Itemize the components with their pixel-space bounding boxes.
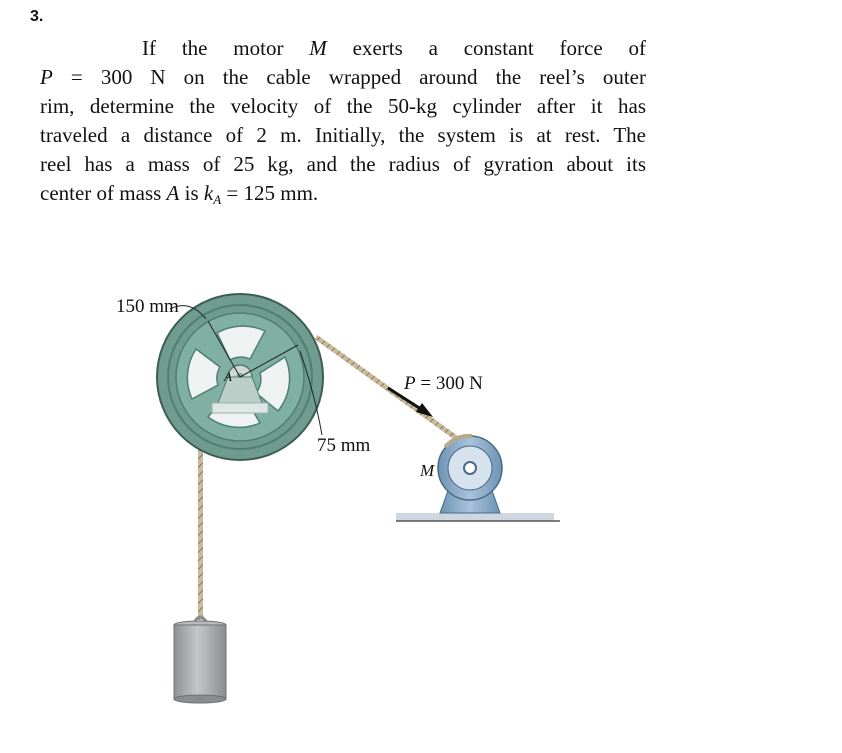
statement-text: center of mass bbox=[40, 181, 167, 205]
force-label-value: = 300 N bbox=[415, 373, 483, 394]
force-symbol: P bbox=[40, 65, 53, 89]
statement-line-1 bbox=[40, 34, 646, 63]
statement-text: If the motor bbox=[142, 36, 310, 60]
statement-text: is bbox=[179, 181, 204, 205]
inner-radius-label: 75 mm bbox=[317, 435, 371, 456]
center-symbol: A bbox=[166, 181, 180, 205]
reel-motor-figure bbox=[100, 285, 570, 735]
statement-text: exerts a constant force of bbox=[326, 36, 646, 60]
statement-line-3: rim, determine the velocity of the 50-kg cylinder after it has bbox=[40, 94, 646, 118]
figure-drawing bbox=[100, 285, 570, 735]
motor-label: M bbox=[420, 461, 435, 480]
statement-line-5: reel has a mass of 25 kg, and the radius of gyration about its bbox=[40, 152, 646, 176]
gyration-value: = 125 mm. bbox=[221, 181, 319, 205]
statement-text: = 300 N on the cable wrapped around the reel’s outer bbox=[52, 65, 646, 89]
statement-line-2 bbox=[40, 63, 646, 92]
problem-number: 3. bbox=[30, 8, 44, 25]
statement-line-6 bbox=[40, 179, 646, 214]
center-label: A bbox=[224, 369, 232, 384]
force-label-symbol: P bbox=[404, 373, 416, 394]
problem-statement bbox=[40, 34, 646, 214]
outer-radius-label: 150 mm bbox=[116, 296, 179, 317]
gyration-symbol: k bbox=[203, 181, 214, 205]
statement-line-4: traveled a distance of 2 m. Initially, the system is at rest. The bbox=[40, 123, 646, 147]
force-label bbox=[404, 373, 483, 395]
gyration-subscript: A bbox=[213, 192, 222, 207]
cylinder bbox=[174, 617, 226, 703]
motor-symbol: M bbox=[309, 36, 327, 60]
